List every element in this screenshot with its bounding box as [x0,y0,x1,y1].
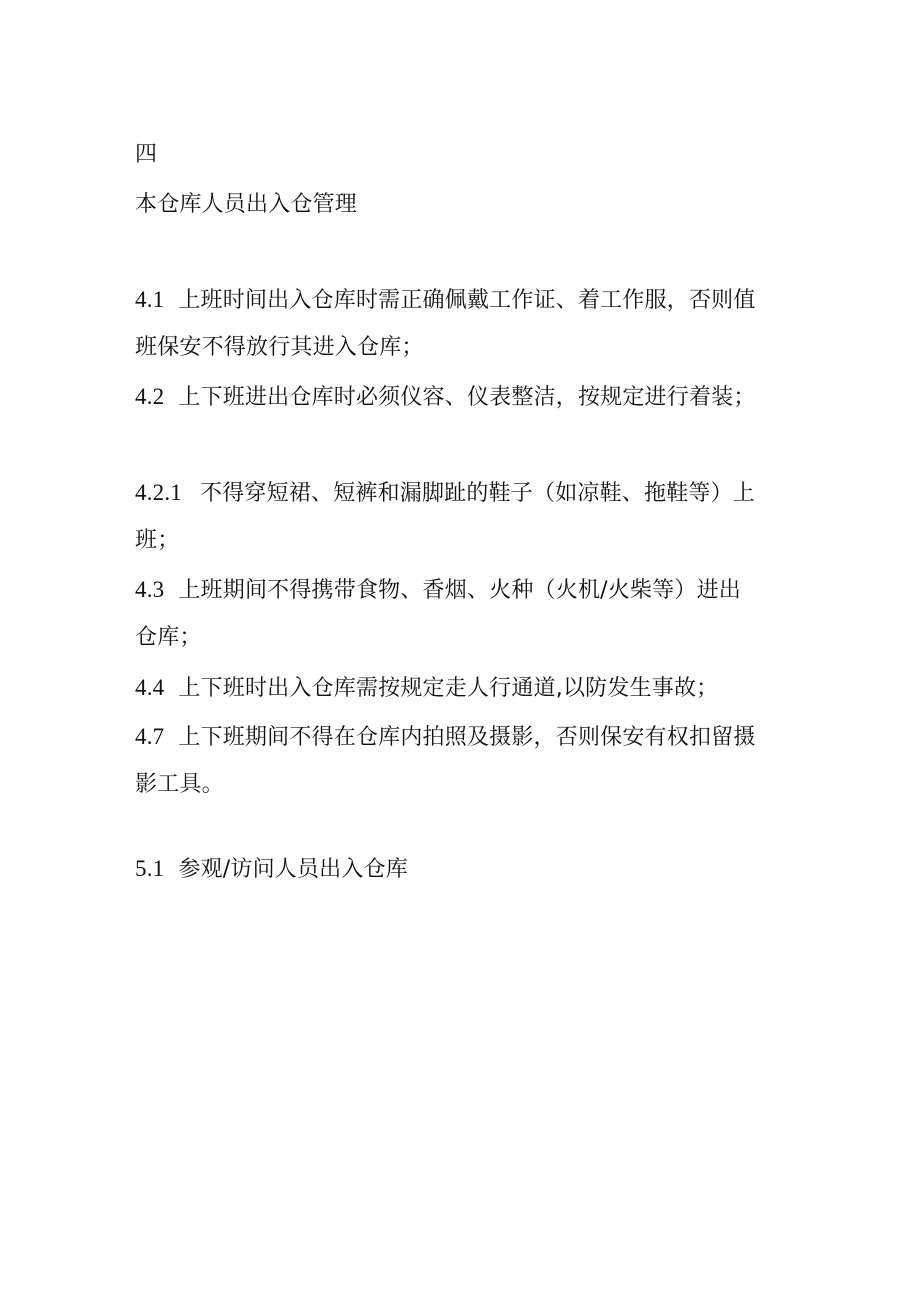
chapter-marker: 四 [135,142,158,167]
clause-4-7-continuation: 影工具。 [135,772,224,797]
clause-text: 上下班时出入仓库需按规定走人行通道,以防发生事故； [178,676,719,701]
clause-number: 4.7 [135,724,165,749]
clause-4-2-1-continuation: 班； [135,528,180,553]
clause-4-7 [135,722,756,753]
clause-4-1 [135,285,756,316]
clause-4-3-continuation: 仓库； [135,625,202,650]
clause-number: 4.2 [135,384,165,409]
clause-text: 上班时间出入仓库时需正确佩戴工作证、着工作服，否则值 [178,288,756,313]
clause-text: 上下班期间不得在仓库内拍照及摄影，否则保安有权扣留摄 [178,725,756,750]
section-title: 本仓库人员出入仓管理 [135,192,358,217]
clause-4-2-1 [135,478,755,509]
clause-number: 5.1 [135,856,165,881]
clause-text: 参观/访问人员出入仓库 [178,857,408,882]
clause-4-3 [135,575,741,606]
clause-number: 4.1 [135,287,165,312]
clause-number: 4.2.1 [135,480,182,505]
clause-4-2 [135,382,756,413]
clause-text: 上班期间不得携带食物、香烟、火种（火机/火柴等）进出 [178,578,741,603]
clause-text: 上下班进出仓库时必须仪容、仪表整洁，按规定进行着装； [178,385,756,410]
clause-number: 4.4 [135,675,165,700]
clause-4-4 [135,673,718,704]
clause-4-1-continuation: 班保安不得放行其进入仓库； [135,335,424,360]
clause-number: 4.3 [135,577,165,602]
clause-text: 不得穿短裙、短裤和漏脚趾的鞋子（如凉鞋、拖鞋等）上 [200,481,756,506]
clause-5-1 [135,854,408,885]
